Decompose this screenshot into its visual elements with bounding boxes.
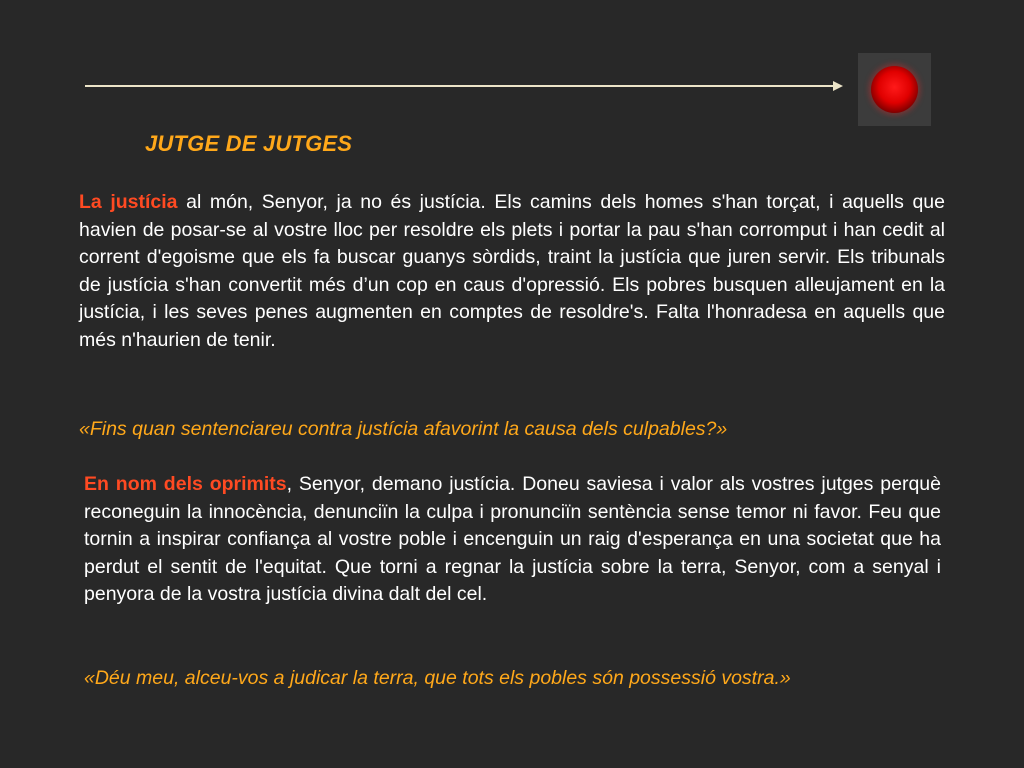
quote-rise-up: «Déu meu, alceu-vos a judicar la terra, que tots els pobles són possessió vostra.» <box>84 667 791 689</box>
right-arrow-icon <box>833 81 843 91</box>
paragraph-justice-highlight: La justícia <box>79 191 178 213</box>
red-light-button[interactable] <box>858 53 931 126</box>
arrow-line <box>85 85 835 87</box>
paragraph-oppressed-highlight: En nom dels oprimits <box>84 473 287 495</box>
red-light-button-icon <box>871 66 918 113</box>
slide-title: JUTGE DE JUTGES <box>145 131 353 156</box>
paragraph-oppressed-text: , Senyor, demano justícia. Doneu saviesa i valor als vostres jutges perquè reconeguin la innocència, denunciïn la culpa i pronunciïn sentència sense temor ni favor. Feu que tornin a inspirar confiança al vostre poble i encenguin un raig d'esperança en una societat que ha perdut el sentit de l'equitat. Que torni a regnar la justícia sobre la terra, Senyor, com a senyal i penyora de la vostra justícia divina dalt del cel. <box>84 473 941 605</box>
paragraph-justice <box>79 189 945 354</box>
paragraph-oppressed <box>84 471 941 609</box>
quote-until-when: «Fins quan sentenciareu contra justícia afavorint la causa dels culpables?» <box>79 418 728 440</box>
paragraph-justice-text: al món, Senyor, ja no és justícia. Els camins dels homes s'han torçat, i aquells que havien de posar-se al vostre lloc per resoldre els plets i portar la pau s'han corromput i han cedit al corrent d'egoisme que els fa buscar guanys sòrdids, traint la justícia que juren servir. Els tribunals de justícia s'han convertit més d’un cop en caus d'opressió. Els pobres busquen alleujament en la justícia, i les seves penes augmenten en comptes de resoldre's. Falta l'honradesa en aquells que més n'haurien de tenir. <box>79 191 945 351</box>
